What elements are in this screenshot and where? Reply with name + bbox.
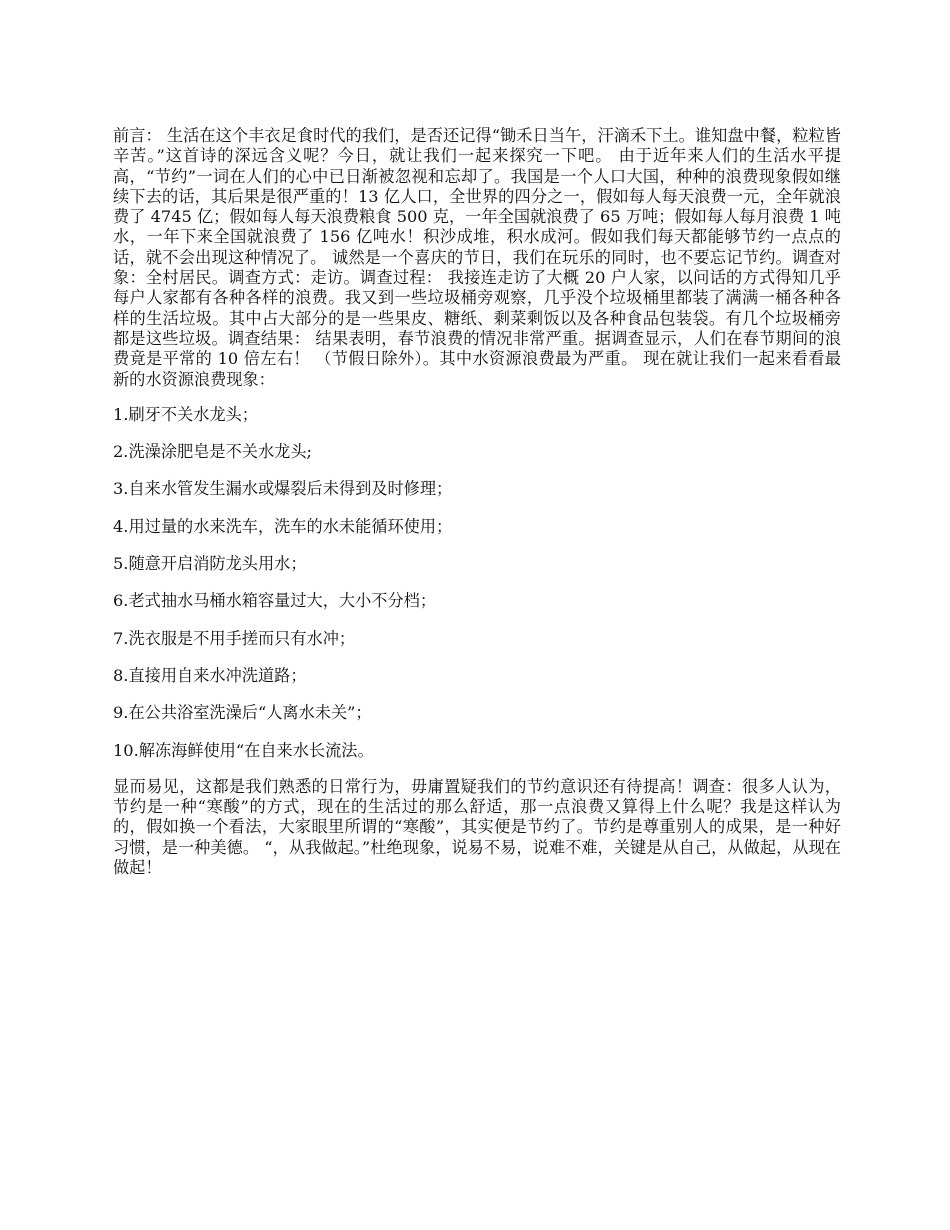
list-item: 4.用过量的水来洗车，洗车的水未能循环使用；: [113, 516, 453, 536]
list-item: 3.自来水管发生漏水或爆裂后未得到及时修理；: [113, 479, 453, 499]
conclusion-paragraph: 显而易见，这都是我们熟悉的日常行为，毋庸置疑我们的节约意识还有待提高！调查：很多人认为，节约是一种“寒酸”的方式，现在的生活过的那么舒适，那一点浪费又算得上什么呢？我是这样认为的，假如换一个看法，大家眼里所谓的“寒酸”，其实便是节约了。节约是尊重别人的成果，是一种好习惯，是一种美德。 “，从我做起。”杜绝现象，说易不易，说难不难，关键是从自己，从做起，从现在做起！: [113, 776, 841, 878]
list-item: 10.解冻海鲜使用“在自来水长流法。: [113, 740, 374, 760]
document-body: [113, 126, 841, 878]
list-item: 5.随意开启消防龙头用水；: [113, 554, 307, 574]
list-item: 2.洗澡涂肥皂是不关水龙头;: [113, 442, 312, 462]
waste-list: [113, 405, 841, 761]
list-item: 9.在公共浴室洗澡后“人离水未关”；: [113, 703, 372, 723]
list-item: 1.刷牙不关水龙头；: [113, 404, 258, 424]
list-item: 6.老式抽水马桶水箱容量过大，大小不分档；: [113, 591, 437, 611]
list-item: 7.洗衣服是不用手搓而只有水冲；: [113, 628, 356, 648]
list-item: 8.直接用自来水冲洗道路；: [113, 665, 307, 685]
intro-paragraph: 前言： 生活在这个丰衣足食时代的我们，是否还记得“锄禾日当午，汗滴禾下土。谁知盘中餐，粒粒皆辛苦。”这首诗的深远含义呢？今日，就让我们一起来探究一下吧。 由于近年来人们的生活水平提高，“节约”一词在人们的心中已日渐被忽视和忘却了。我国是一个人口大国，种种的浪费现象假如继续下去的话，其后果是很严重的！13 亿人口，全世界的四分之一，假如每人每天浪费一元，全年就浪费了 4745 亿；假如每人每天浪费粮食 500 克，一年全国就浪费了 65 万吨；假如每人每月浪费 1 吨水，一年下来全国就浪费了 156 亿吨水！积沙成堆，积水成河。假如我们每天都能够节约一点点的话，就不会出现这种情况了。 诚然是一个喜庆的节日，我们在玩乐的同时，也不要忘记节约。调查对象：全村居民。调查方式：走访。调查过程： 我接连走访了大概 20 户人家，以问话的方式得知几乎每户人家都有各种各样的浪费。我又到一些垃圾桶旁观察，几乎没个垃圾桶里都装了满满一桶各种各样的生活垃圾。其中占大部分的是一些果皮、糖纸、剩菜剩饭以及各种食品包装袋。有几个垃圾桶旁都是这些垃圾。调查结果： 结果表明，春节浪费的情况非常严重。据调查显示，人们在春节期间的浪费竟是平常的 10 倍左右！ （节假日除外）。其中水资源浪费最为严重。 现在就让我们一起来看看最新的水资源浪费现象：: [113, 126, 841, 389]
